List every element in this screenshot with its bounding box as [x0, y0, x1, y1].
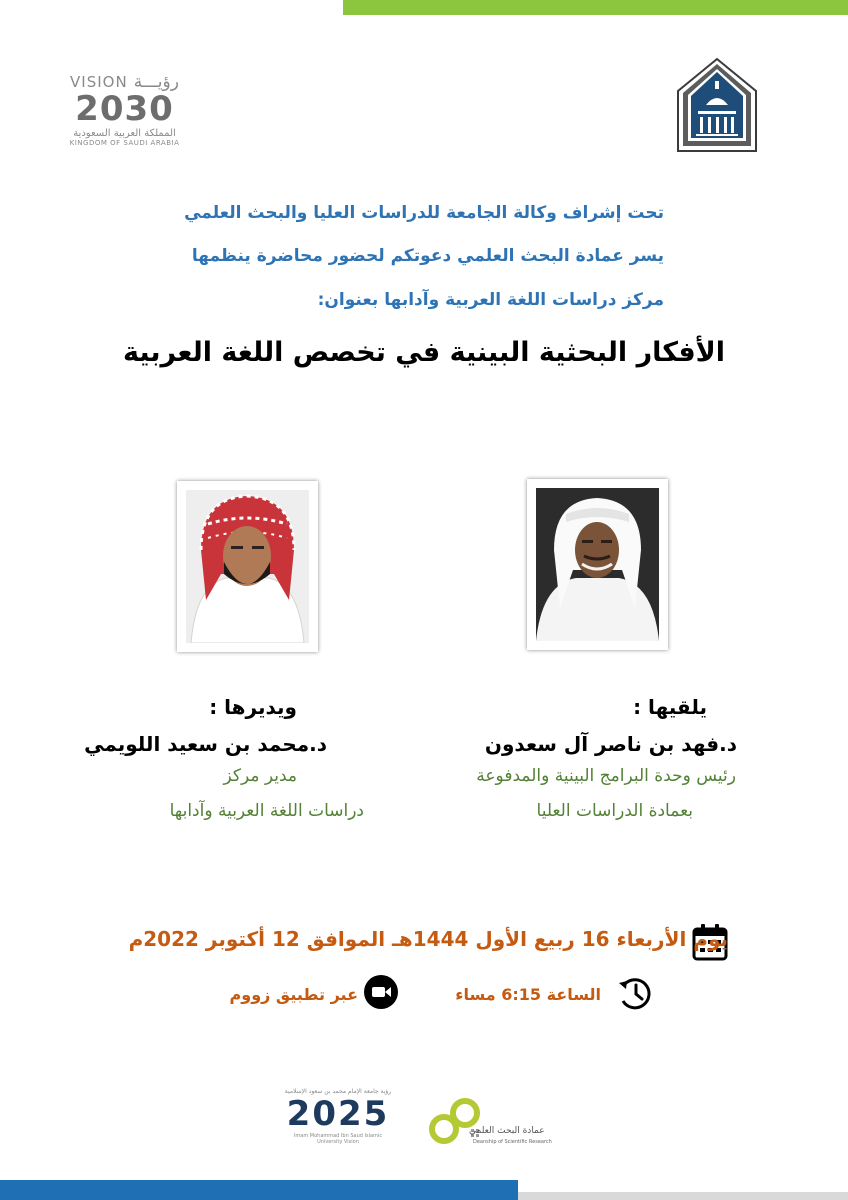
deanship-label-ar: عمادة البحث العلمي: [469, 1126, 545, 1136]
clock-icon: [616, 975, 654, 1011]
event-time: الساعة 6:15 مساء: [455, 985, 601, 1004]
speaker-desc-2: بعمادة الدراسات العليا: [536, 801, 693, 821]
speaker-photo: [527, 479, 668, 650]
moderator-name: د.محمد بن سعيد اللويمي: [84, 732, 327, 756]
vision-2025-en: Imam Mohammad Ibn Saud Islamic University Vision: [293, 1133, 383, 1145]
university-logo: [676, 57, 758, 153]
moderator-desc-2: دراسات اللغة العربية وآدابها: [169, 801, 364, 821]
top-accent-bar: [343, 0, 848, 15]
zoom-camera-icon: [364, 975, 398, 1009]
lecture-title: الأفكار البحثية البينية في تخصص اللغة العربية: [123, 337, 725, 368]
vision-kingdom-en: KINGDOM OF SAUDI ARABIA: [69, 139, 180, 147]
vision-2030-logo: [62, 72, 187, 158]
moderator-desc-1: مدير مركز: [223, 766, 297, 786]
event-platform: عبر تطبيق زووم: [229, 985, 358, 1004]
university-vision-2025-logo: [283, 1088, 393, 1152]
speaker-role: يلقيها :: [633, 695, 707, 719]
intro-line-2: يسر عمادة البحث العلمي دعوتكم لحضور محاضرة ينظمها: [191, 246, 664, 266]
moderator-role: ويديرها :: [209, 695, 297, 719]
vision-2025-year: 2025: [286, 1094, 390, 1134]
vision-label-ar: رؤيـــة: [133, 72, 179, 92]
deanship-label-en: Deanship of Scientific Research: [473, 1139, 552, 1145]
bottom-accent-bar: [0, 1180, 518, 1200]
deanship-logo: [427, 1095, 552, 1150]
intro-line-1: تحت إشراف وكالة الجامعة للدراسات العليا والبحث العلمي: [184, 203, 664, 223]
moderator-photo: [177, 481, 318, 652]
bottom-gray-bar: [518, 1192, 848, 1200]
speaker-desc-1: رئيس وحدة البرامج البينية والمدفوعة: [476, 766, 736, 786]
vision-year: 2030: [75, 89, 174, 129]
speaker-name: د.فهد بن ناصر آل سعدون: [484, 732, 737, 756]
event-date: يوم الأربعاء 16 ربيع الأول 1444هـ الموافق 12 أكتوبر 2022م: [128, 927, 728, 951]
intro-line-3: مركز دراسات اللغة العربية وآدابها بعنوان:: [317, 290, 664, 310]
vision-kingdom-ar: المملكة العربية السعودية: [73, 128, 176, 139]
vision-2025-ar: رؤية جامعة الإمام محمد بن سعود الإسلامية: [284, 1088, 392, 1095]
vision-label-en: VISION: [70, 73, 128, 91]
